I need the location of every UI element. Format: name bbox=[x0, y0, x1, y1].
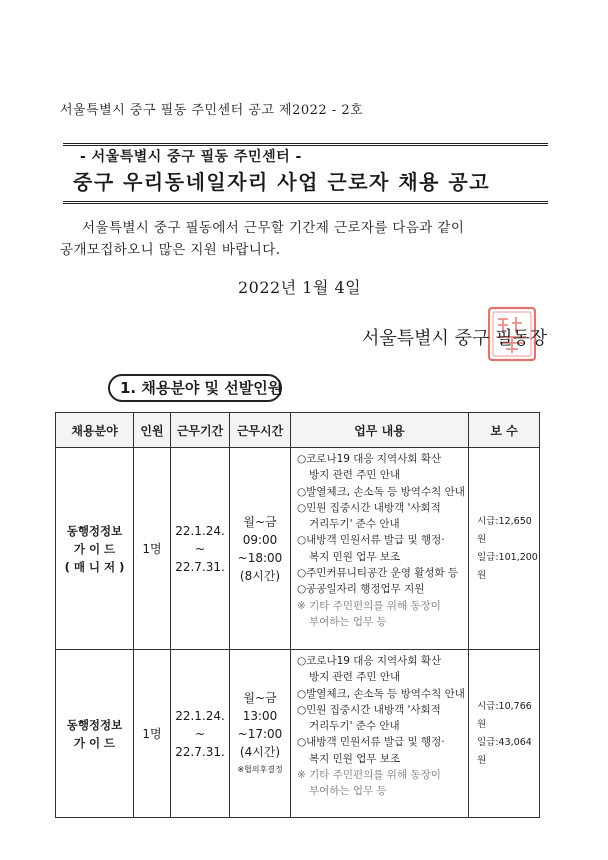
page-title: 중구 우리동네일자리 사업 근로자 채용 공고 bbox=[73, 170, 491, 194]
job-field-text: 가 이 드 bbox=[73, 735, 116, 750]
notice-number: 서울특별시 중구 필동 주민센터 공고 제2022 - 2호 bbox=[60, 103, 364, 118]
period-text: ~ bbox=[194, 541, 206, 556]
duties-cell bbox=[291, 650, 469, 818]
hours-cell bbox=[230, 650, 291, 818]
job-field-text: ( 매 니 저 ) bbox=[64, 559, 125, 574]
hours-text: (8시간) bbox=[239, 568, 281, 583]
hours-text: 13:00 bbox=[242, 708, 278, 723]
duty-item: ○발열체크, 손소독 등 방역수칙 안내 bbox=[297, 485, 465, 498]
period-cell bbox=[171, 650, 230, 818]
hours-text: ~17:00 bbox=[237, 726, 283, 741]
signature: 서울특별시 중구 필동장 bbox=[362, 328, 548, 349]
job-field-cell bbox=[56, 650, 134, 818]
duty-item: ○내방객 민원서류 발급 및 행정· bbox=[297, 736, 445, 749]
table-header-row bbox=[56, 413, 540, 448]
table-header: 근무기간 bbox=[171, 413, 230, 448]
duties-cell bbox=[291, 448, 469, 650]
duty-item: ○코로나19 대응 지역사회 확산 bbox=[297, 655, 442, 667]
daily-wage: 일급:101,200원 bbox=[477, 551, 538, 581]
table-row bbox=[56, 448, 540, 650]
pay-cell bbox=[469, 650, 540, 818]
recruitment-table bbox=[55, 412, 540, 818]
duty-note: ※ 기타 주민편의를 위해 동장이 bbox=[297, 599, 441, 612]
table-header: 근무시간 bbox=[230, 413, 291, 448]
job-field-cell bbox=[56, 448, 134, 650]
duty-item: ○민원 집중시간 내방객 '사회적 bbox=[297, 501, 441, 514]
period-text: 22.1.24. bbox=[175, 708, 225, 723]
duty-note: ※ 기타 주민편의를 위해 동장이 bbox=[297, 769, 441, 782]
period-text: 22.7.31. bbox=[175, 559, 225, 574]
duty-note: 부여하는 업무 등 bbox=[309, 615, 387, 628]
hours-text: (4시간) bbox=[239, 744, 281, 759]
duty-item: 거리두기' 준수 안내 bbox=[309, 518, 400, 531]
subtitle: - 서울특별시 중구 필동 주민센터 - bbox=[80, 149, 302, 165]
table-header: 업무 내용 bbox=[291, 413, 469, 448]
duty-item: ○발열체크, 손소독 등 방역수칙 안내 bbox=[297, 687, 465, 700]
hours-text: 월~금 bbox=[243, 514, 277, 529]
hours-text: ~18:00 bbox=[237, 550, 283, 565]
hourly-wage: 시급:12,650원 bbox=[477, 515, 532, 545]
period-text: 22.1.24. bbox=[175, 523, 225, 538]
pay-cell bbox=[469, 448, 540, 650]
section-title: 1. 채용분야 및 선발인원 bbox=[120, 379, 283, 397]
duty-item: ○코로나19 대응 지역사회 확산 bbox=[297, 453, 442, 465]
job-field-text: 동행정정보 bbox=[66, 717, 123, 732]
table-header: 인원 bbox=[134, 413, 171, 448]
duty-item: ○내방객 민원서류 발급 및 행정· bbox=[297, 534, 445, 547]
duty-item: 방지 관련 주민 안내 bbox=[309, 469, 401, 482]
job-field-text: 동행정정보 bbox=[66, 523, 123, 538]
hourly-wage: 시급:10,766원 bbox=[477, 700, 532, 730]
period-cell bbox=[171, 448, 230, 650]
notice-date: 2022년 1월 4일 bbox=[238, 278, 362, 297]
hours-text: 월~금 bbox=[243, 690, 277, 705]
hours-note: ※협의후결정 bbox=[237, 764, 283, 774]
duty-item: 복지 민원 업무 보조 bbox=[309, 752, 401, 765]
table-row bbox=[56, 650, 540, 818]
duty-item: 거리두기' 준수 안내 bbox=[309, 720, 400, 733]
hours-cell bbox=[230, 448, 291, 650]
daily-wage: 일급:43,064원 bbox=[477, 736, 532, 766]
hours-text: 09:00 bbox=[242, 532, 278, 547]
duty-item: ○민원 집중시간 내방객 '사회적 bbox=[297, 703, 441, 716]
duty-item: ○주민커뮤니티공간 운영 활성화 등 bbox=[297, 567, 459, 580]
duty-item: 방지 관련 주민 안내 bbox=[309, 671, 401, 684]
people-cell: 1명 bbox=[134, 650, 171, 818]
intro-line-2: 공개모집하오니 많은 지원 바랍니다. bbox=[60, 242, 281, 258]
table-header: 채용분야 bbox=[56, 413, 134, 448]
period-text: 22.7.31. bbox=[175, 744, 225, 759]
intro-line-1: 서울특별시 중구 필동에서 근무할 기간제 근로자를 다음과 같이 bbox=[82, 220, 465, 236]
job-field-text: 가 이 드 bbox=[73, 541, 116, 556]
people-cell: 1명 bbox=[134, 448, 171, 650]
period-text: ~ bbox=[194, 726, 206, 741]
duty-item: ○공공일자리 행정업무 지원 bbox=[297, 583, 425, 596]
duty-note: 부여하는 업무 등 bbox=[309, 785, 387, 798]
duty-item: 복지 민원 업무 보조 bbox=[309, 550, 401, 563]
table-header: 보 수 bbox=[469, 413, 540, 448]
